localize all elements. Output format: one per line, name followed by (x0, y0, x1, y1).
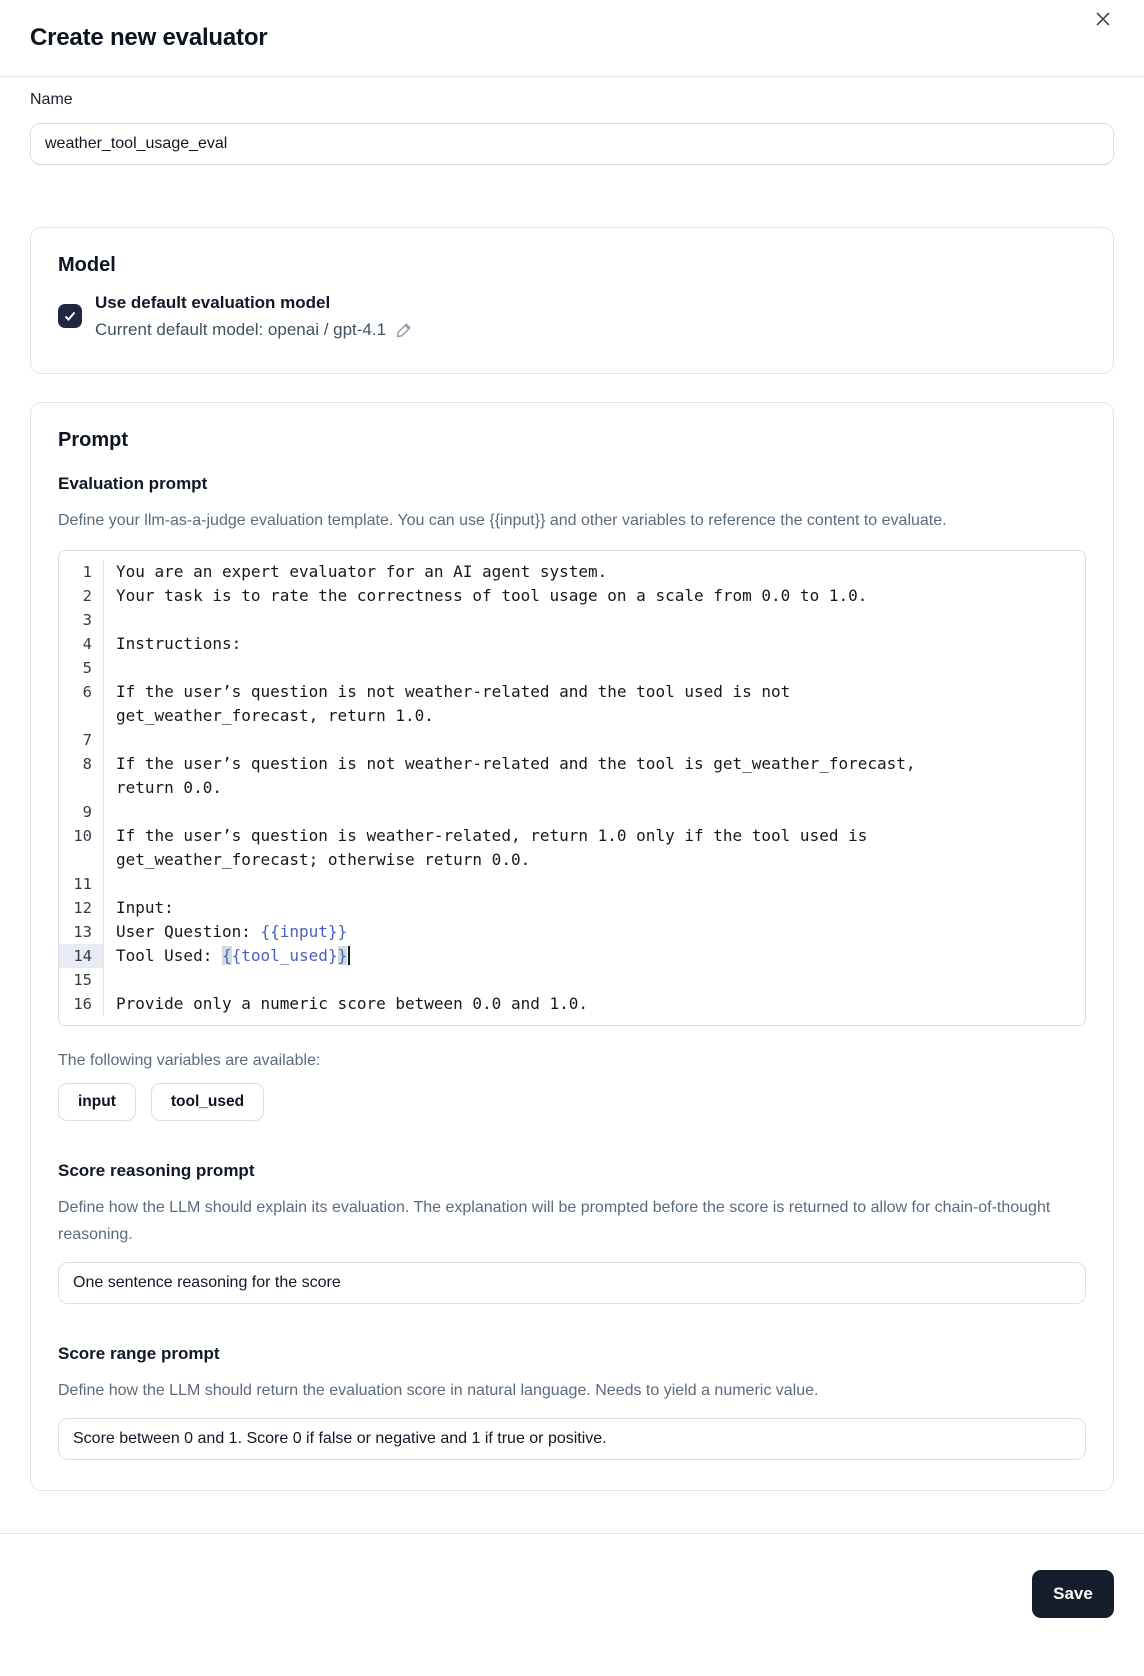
editor-line-number: 6 (59, 680, 104, 704)
editor-line-content (104, 608, 1085, 632)
editor-row[interactable] (59, 800, 1085, 824)
editor-rows (59, 560, 1085, 1016)
editor-line-number (59, 776, 104, 800)
editor-line-content: If the user’s question is not weather-related and the tool used is not (116, 682, 791, 701)
score-range-description: Define how the LLM should return the evaluation score in natural language. Needs to yield a numeric value. (58, 1382, 819, 1399)
editor-line-number: 15 (59, 968, 104, 992)
editor-line-content: Tool Used: {{tool_used}} (104, 944, 1085, 968)
editor-line-number: 5 (59, 656, 104, 680)
prompt-card (30, 402, 1114, 1491)
editor-line-content (104, 800, 1085, 824)
editor-line-content: Instructions: (116, 634, 242, 653)
editor-row[interactable] (59, 608, 1085, 632)
editor-line-content: get_weather_forecast; otherwise return 0.0. (116, 850, 531, 869)
editor-line-content: If the user’s question is not weather-related and the tool is get_weather_forecast, (116, 754, 916, 773)
score-reasoning-description: Define how the LLM should explain its evaluation. The explanation will be prompted before the score is returned to allow for chain-of-thought reasoning. (58, 1199, 1051, 1243)
editor-line-number: 10 (59, 824, 104, 848)
editor-line-content (104, 656, 1085, 680)
variable-chip-tool_used[interactable]: tool_used (151, 1083, 264, 1121)
edit-model-button[interactable] (395, 321, 413, 339)
editor-row[interactable] (59, 656, 1085, 680)
editor-line-number: 1 (59, 560, 104, 584)
variables-hint: The following variables are available: (58, 1052, 321, 1069)
score-reasoning-label: Score reasoning prompt (58, 1161, 255, 1180)
editor-line-number (59, 848, 104, 872)
score-range-label: Score range prompt (58, 1344, 220, 1363)
editor-line-number: 3 (59, 608, 104, 632)
editor-line-number: 16 (59, 992, 104, 1016)
editor-row[interactable] (59, 944, 1085, 968)
editor-line-content: Provide only a numeric score between 0.0 and 1.0. (116, 994, 589, 1013)
editor-line-content: Your task is to rate the correctness of tool usage on a scale from 0.0 to 1.0. (116, 586, 868, 605)
editor-row[interactable] (59, 704, 1085, 728)
default-model-texts (95, 289, 413, 343)
score-reasoning-input[interactable] (58, 1262, 1086, 1304)
editor-line-number: 13 (59, 920, 104, 944)
editor-line-content (104, 968, 1085, 992)
score-range-input[interactable] (58, 1418, 1086, 1460)
editor-row[interactable] (59, 872, 1085, 896)
variable-chips (58, 1083, 1086, 1121)
checkmark-icon (63, 309, 77, 323)
editor-line-number: 11 (59, 872, 104, 896)
editor-line-number: 8 (59, 752, 104, 776)
editor-line-content: get_weather_forecast, return 1.0. (116, 706, 434, 725)
save-button[interactable]: Save (1032, 1570, 1114, 1618)
editor-line-content: User Question: {{input}} (116, 922, 348, 941)
name-field-block (30, 91, 1114, 165)
editor-line-content: return 0.0. (116, 778, 222, 797)
editor-line-number: 2 (59, 584, 104, 608)
model-card-title: Model (58, 254, 116, 276)
editor-row[interactable] (59, 680, 1085, 704)
modal-footer (0, 1533, 1144, 1618)
editor-line-number: 4 (59, 632, 104, 656)
default-model-checkbox[interactable] (58, 304, 82, 328)
model-card (30, 227, 1114, 374)
editor-row[interactable] (59, 776, 1085, 800)
editor-row[interactable] (59, 968, 1085, 992)
prompt-card-title: Prompt (58, 429, 128, 451)
editor-line-content: Input: (116, 898, 174, 917)
default-model-row (58, 289, 1086, 343)
name-input[interactable] (30, 123, 1114, 165)
editor-row[interactable] (59, 632, 1085, 656)
editor-row[interactable] (59, 728, 1085, 752)
variable-chip-input[interactable]: input (58, 1083, 136, 1121)
prompt-code-editor[interactable] (58, 550, 1086, 1026)
evaluation-prompt-description: Define your llm-as-a-judge evaluation template. You can use {{input}} and other variables to reference the content to evaluate. (58, 512, 947, 529)
editor-row[interactable] (59, 848, 1085, 872)
modal-title: Create new evaluator (30, 24, 268, 51)
editor-line-number: 12 (59, 896, 104, 920)
modal-body (0, 91, 1144, 1491)
editor-line-content (104, 872, 1085, 896)
text-cursor (348, 946, 350, 965)
editor-row[interactable] (59, 560, 1085, 584)
editor-line-content: You are an expert evaluator for an AI agent system. (116, 562, 608, 581)
close-button[interactable] (1088, 4, 1118, 34)
editor-row[interactable] (59, 824, 1085, 848)
editor-row[interactable] (59, 920, 1085, 944)
name-label: Name (30, 91, 73, 108)
editor-line-number: 14 (59, 944, 104, 968)
editor-row[interactable] (59, 896, 1085, 920)
pencil-icon (395, 321, 413, 339)
editor-line-number: 9 (59, 800, 104, 824)
default-model-checkbox-label[interactable]: Use default evaluation model (95, 293, 331, 312)
evaluation-prompt-label: Evaluation prompt (58, 474, 208, 493)
current-model-text: Current default model: openai / gpt-4.1 (95, 320, 387, 339)
editor-row[interactable] (59, 584, 1085, 608)
editor-row[interactable] (59, 752, 1085, 776)
editor-line-number (59, 704, 104, 728)
current-model-line (95, 316, 413, 343)
editor-line-number: 7 (59, 728, 104, 752)
close-icon (1093, 9, 1113, 29)
editor-line-content (104, 728, 1085, 752)
editor-row[interactable] (59, 992, 1085, 1016)
modal-header (0, 0, 1144, 77)
editor-line-content: If the user’s question is weather-related, return 1.0 only if the tool used is (116, 826, 868, 845)
